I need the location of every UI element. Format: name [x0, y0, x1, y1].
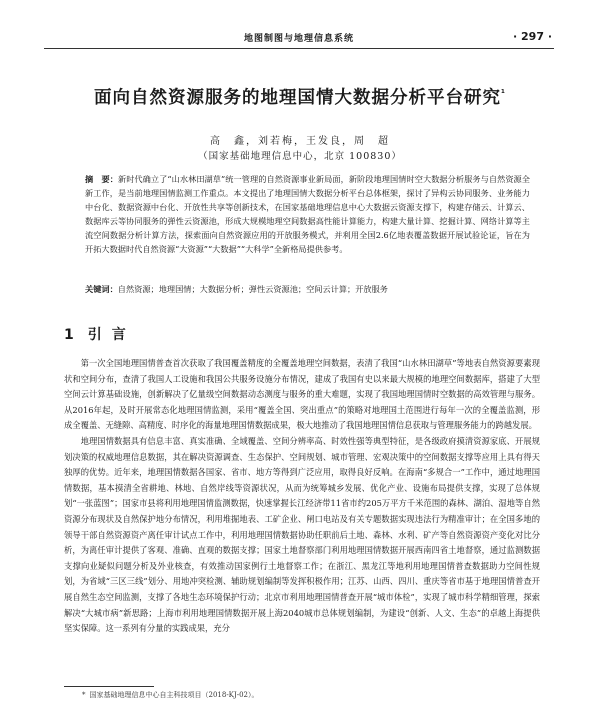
running-header [44, 26, 554, 49]
section-title: 引言 [87, 327, 136, 343]
keywords [85, 282, 530, 296]
body-paragraph: 第一次全国地理国情普查首次获取了我国覆盖精度的全覆盖地理空间数据，表清了我国“山水林田湖草”等地表自然资源要素现状和空间分布，查清了我国人工设施和我国公共服务设施分布情况，建成了我国有史以来最大规模的地理空间数据库，搭建了大型空间云计算基础设施，创新解决了亿量级空间数据动态测度与服务的重大难题，实现了我国地理国情时空数据的高效管理与服务。从2016年起，及时开展常态化地理国情监测，采用“覆盖全国、突出重点”的策略对地理国土范围进行每年一次的全覆盖监测，形成全覆盖、无缝隙、高精度、时序化的海量地理国情数据成果，极大地推动了我国地理国情信息获取与管理服务能力的跨越发展。 [64, 358, 540, 431]
funding-footnote [82, 690, 259, 700]
paper-title-text: 面向自然资源服务的地理国情大数据分析平台研究 [94, 88, 502, 108]
body-text [64, 356, 540, 637]
page-number: · 297 · [513, 30, 552, 43]
paper-title [60, 84, 540, 109]
footnote-divider [64, 686, 154, 687]
footnote-text: 国家基础地理信息中心自主科技项目（2018-KJ-02）。 [89, 691, 259, 699]
abstract-label: 摘 要： [85, 174, 118, 184]
section-number: 1 [64, 327, 74, 343]
keywords-text: 自然资源；地理国情；大数据分析；弹性云资源池；空间云计算；开放服务 [117, 284, 388, 294]
keywords-label: 关键词： [85, 284, 118, 294]
author-list: 高 鑫，刘若梅，王发良，周 超 [210, 136, 390, 147]
footnote-mark: * [82, 691, 86, 699]
author-affiliation: （国家基础地理信息中心，北京 100830） [198, 151, 402, 162]
section-heading-introduction [64, 324, 136, 344]
abstract-text: 新时代确立了“山水林田湖草”统一管理的自然资源事业新局面，新阶段地理国情时空大数据分析服务与自然资源全新工作，是当前地理国情监测工作重点。本文提出了地理国情大数据分析平台总体框架，探讨了异构云协同服务、业务能力中台化、数据资源中台化、开放性共享等创新技术，在国家基础地理信息中心大数据云资源支撑下，构建存储云、计算云、数据库云等协同服务的弹性云资源池，形成大规模地理空间数据高性能计算能力，构建大量计算、挖掘计算、网络计算等主流空间数据分析计算方法，探索面向自然资源应用的开放服务模式，并利用全国2.6亿地表覆盖数据开展试验论证，旨在为开拓大数据时代自然资源“大资源”“大数据”“大科学”全新格局提供参考。 [85, 174, 530, 255]
abstract [85, 172, 530, 257]
body-paragraph: 地理国情数据具有信息丰富、真实准确、全域覆盖、空间分辨率高、时效性强等典型特征，是各级政府摸清资源家底、开展规划决策的权威地理信息数据，其在解决资源调查、生态保护、空间规划、城市管理、宏观决策中的空间数据支撑等应用上具有得天独厚的优势。近年来，地理国情数据各国家、省市、地方等得到广泛应用，取得良好反响。在海南“多规合一”工作中，通过地理国情数据，基本摸清全省耕地、林地、自然岸线等资源状况，从而为统筹城乡发展、优化产业、设施布局提供支撑，实现了总体规划“一张蓝图”；国家市县将利用地理国情监测数据，快速掌握长江经济带11省市约205万平方千米范围的森林、湖泊、湿地等自然资源分布现状及自然保护地分布情况，利用堆掘地表、工矿企业、闸口电站及有关专题数据实现违法行为精准审计；在全国多地的领导干部自然资源资产离任审计试点工作中，利用地理国情数据协助任职前后土地、森林、水利、矿产等自然资源资产变化对比分析，为离任审计提供了客观、准确、直观的数据支撑；国家土地督察部门利用地理国情数据开展西南四省土地督察，通过监测数据支撑向业疑似问题分析及外业核查，有效推动国家例行土地督察工作；在浙江、黑龙江等地利用地理国情普查数据助力空间性规划，为省域“三区三线”划分、用地冲突检测、辅助规划编制等发挥积极作用；江苏、山西、四川、重庆等省市基于地理国情普查开展自然生态空间监测，支撑了各地生态环境保护行动；北京市利用地理国情普查开展“城市体检”，实现了城市科学精细管理，探索解决“大城市病”新思路；上海市利用地理国情数据开展上海2040城市总体规划编制，为建设“创新、人文、生态”的卓越上海提供坚实保障。这一系列有分量的实践成果，充分 [64, 435, 540, 634]
title-footnote-mark: ¹ [501, 89, 506, 100]
journal-name: 地图制图与地理信息系统 [243, 34, 354, 44]
